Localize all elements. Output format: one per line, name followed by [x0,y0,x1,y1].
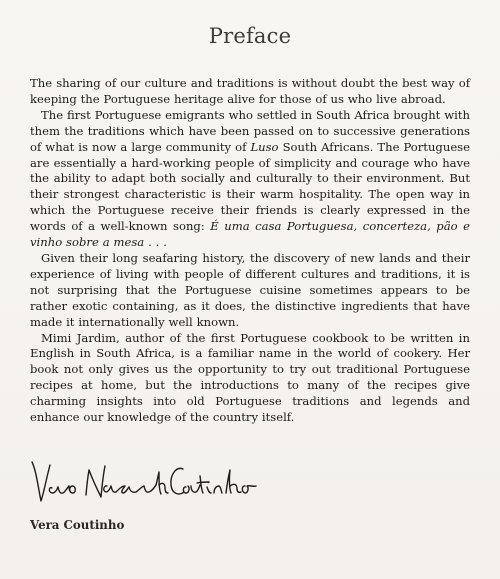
handwritten-signature [28,452,278,514]
paragraph-1: The sharing of our culture and traditions is without doubt the best way of keeping the Portuguese heritage alive for those of us who live abroad. [30,76,470,106]
signer-name: Vera Coutinho [30,518,125,532]
preface-body [30,76,470,426]
paragraph-2-text-b: South Africans. The Portuguese are essentially a hard-working people of simplicity and courage who have the ability to adapt both socially and culturally to their environment. But their strongest characteristic is their warm hospitality. The open way in which the Portuguese receive their friends is clearly expressed in the words of a well-known song: [30,139,470,234]
paragraph-2-text-a: The first Portuguese emigrants who settled in South Africa brought with them the traditions which have been passed on to successive generations of what is now a large community of [30,107,470,154]
page-title: Preface [208,24,292,48]
paragraph-3: Given their long seafaring history, the discovery of new lands and their experience of living with people of different cultures and traditions, it is not surprising that the Portuguese cuisine sometimes appears to be rather exotic containing, as it does, the distinctive ingredients that have made it internationally well known. [30,250,470,329]
paragraph-4: Mimi Jardim, author of the first Portuguese cookbook to be written in English in South Africa, is a familiar name in the world of cookery. Her book not only gives us the opportunity to try out traditional Portuguese recipes at home, but the introductions to many of the recipes give charming insights into old Portuguese traditions and legends and enhance our knowledge of the country itself. [30,330,470,425]
paragraph-2-italic-luso: Luso [250,139,279,154]
paragraph-2-italic-song: É uma casa Portuguesa, concerteza, pão e vinho sobre a mesa . . . [30,219,470,250]
paragraph-2 [30,108,470,251]
